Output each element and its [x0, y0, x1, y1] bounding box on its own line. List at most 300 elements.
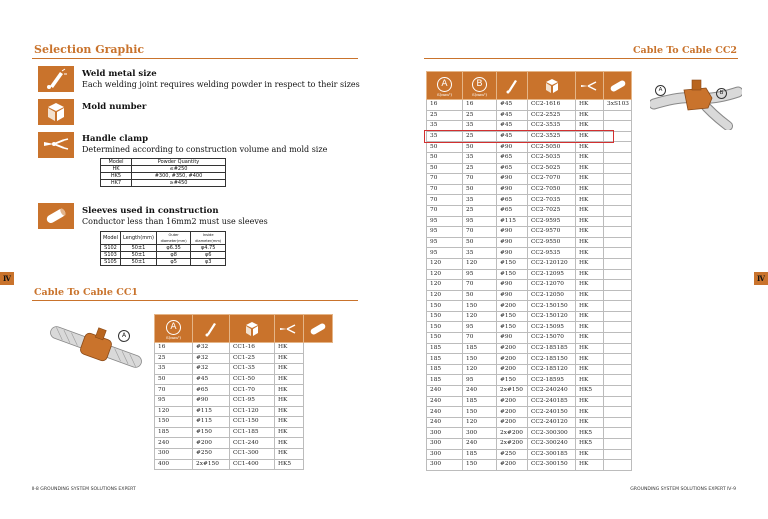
table-row	[427, 142, 632, 153]
clamp-table-cell: HK5	[101, 173, 132, 180]
table-cell	[604, 142, 632, 153]
table-cell: HK	[576, 449, 604, 460]
table-cell: 300	[155, 448, 193, 459]
table-cell: #115	[497, 216, 528, 227]
table-row	[427, 163, 632, 174]
table-cell	[604, 227, 632, 238]
sleeve-icon	[304, 315, 333, 343]
table-cell	[604, 237, 632, 248]
table-row	[155, 364, 333, 375]
table-cell: 70	[463, 227, 497, 238]
table-cell: HK	[576, 301, 604, 312]
table-cell: #65	[193, 385, 230, 396]
table-cell: 2x#150	[193, 459, 230, 470]
table-row	[427, 396, 632, 407]
table-cell	[604, 407, 632, 418]
table-cell: 95	[463, 269, 497, 280]
table-cell: 95	[463, 375, 497, 386]
table-cell: CC2-12095	[528, 269, 576, 280]
clamp-table-cell: ≤#250	[132, 166, 226, 173]
table-cell: 95	[427, 237, 463, 248]
table-cell: HK	[576, 364, 604, 375]
table-cell: HK5	[576, 439, 604, 450]
table-cell: HK	[576, 280, 604, 291]
table-cell: 120	[463, 258, 497, 269]
table-cell: CC2-240185	[528, 396, 576, 407]
table-cell: CC2-9535	[528, 248, 576, 259]
table-cell: #150	[497, 375, 528, 386]
sleeve-table-cell: φ4.75	[191, 245, 226, 252]
table-cell: CC2-300150	[528, 460, 576, 471]
table-cell: #200	[497, 354, 528, 365]
table-cell: CC2-5050	[528, 142, 576, 153]
table-row	[427, 439, 632, 450]
highlight-box	[424, 130, 614, 143]
table-row	[427, 248, 632, 259]
sleeve-table-cell: φ5	[156, 259, 190, 266]
table-row	[427, 460, 632, 471]
table-cell: 25	[463, 163, 497, 174]
weld-metal-size-heading: Weld metal size	[82, 69, 157, 79]
table-row	[155, 395, 333, 406]
sleeve-icon	[38, 203, 74, 229]
table-row	[427, 322, 632, 333]
table-row	[427, 110, 632, 121]
table-row	[155, 343, 333, 354]
table-cell: HK	[576, 195, 604, 206]
table-cell: 70	[155, 385, 193, 396]
clamp-table-cell: HK	[101, 166, 132, 173]
left-side-tab: Ⅳ	[0, 272, 14, 285]
table-cell: #150	[497, 311, 528, 322]
table-cell: HK	[576, 163, 604, 174]
sleeve-table-cell: 50±1	[121, 245, 157, 252]
table-cell: HK	[275, 427, 304, 438]
table-cell	[604, 439, 632, 450]
table-cell: HK	[576, 354, 604, 365]
cc2-col-a-unit: S(mm²)	[436, 91, 453, 97]
table-row	[427, 184, 632, 195]
table-cell: 50	[463, 142, 497, 153]
table-cell: HK	[275, 353, 304, 364]
table-row	[427, 237, 632, 248]
table-cell	[604, 375, 632, 386]
table-cell: 95	[463, 322, 497, 333]
table-cell: HK	[576, 417, 604, 428]
table-cell: CC2-3535	[528, 121, 576, 132]
table-cell: 2x#150	[497, 386, 528, 397]
cc2-callout-a: A	[655, 85, 666, 96]
table-cell: #32	[193, 353, 230, 364]
table-cell: HK	[576, 343, 604, 354]
table-row	[427, 216, 632, 227]
table-cell: HK	[275, 406, 304, 417]
table-cell: CC2-3525	[528, 131, 576, 142]
table-cell: #115	[193, 417, 230, 428]
table-cell: #200	[497, 364, 528, 375]
table-cell: #65	[497, 152, 528, 163]
table-cell	[604, 110, 632, 121]
table-cell: 50	[155, 374, 193, 385]
table-cell: HK	[576, 100, 604, 111]
table-cell: #45	[497, 100, 528, 111]
table-cell: #45	[193, 374, 230, 385]
table-cell: CC2-5025	[528, 163, 576, 174]
table-cell: 185	[463, 449, 497, 460]
table-cell: CC2-240240	[528, 386, 576, 397]
table-row	[427, 269, 632, 280]
clamp-table-header: Powder Quantity	[132, 159, 226, 166]
table-cell: 240	[463, 439, 497, 450]
table-row	[427, 407, 632, 418]
table-cell	[604, 216, 632, 227]
table-row	[155, 385, 333, 396]
table-cell: 150	[463, 407, 497, 418]
table-row	[155, 459, 333, 470]
table-cell: HK	[576, 205, 604, 216]
table-cell	[604, 364, 632, 375]
table-cell: CC2-120120	[528, 258, 576, 269]
table-row	[427, 195, 632, 206]
table-cell: #250	[193, 448, 230, 459]
table-cell: 2x#200	[497, 439, 528, 450]
table-cell: 70	[463, 174, 497, 185]
table-row	[427, 364, 632, 375]
sleeve-table-cell: S102	[101, 245, 121, 252]
table-cell	[604, 290, 632, 301]
table-cell: #150	[193, 427, 230, 438]
table-cell	[604, 460, 632, 471]
table-cell: CC1-70	[230, 385, 275, 396]
table-row	[427, 290, 632, 301]
table-cell: CC2-15070	[528, 333, 576, 344]
table-cell: CC2-7035	[528, 195, 576, 206]
table-cell	[604, 195, 632, 206]
table-row	[427, 205, 632, 216]
table-cell: HK	[576, 375, 604, 386]
sleeves-desc: Conductor less than 16mm2 must use sleeves	[82, 217, 268, 226]
table-cell	[604, 258, 632, 269]
table-cell: 240	[155, 438, 193, 449]
table-cell: CC2-150150	[528, 301, 576, 312]
table-row	[427, 280, 632, 291]
cc2-col-b-unit: S(mm²)	[471, 91, 488, 97]
table-cell: #200	[497, 343, 528, 354]
sleeve-table-cell: S103	[101, 252, 121, 259]
table-cell: 16	[427, 100, 463, 111]
table-cell: 70	[427, 184, 463, 195]
table-cell: #65	[497, 195, 528, 206]
clamp-table-header: Model	[101, 159, 132, 166]
table-row	[427, 449, 632, 460]
table-row	[427, 333, 632, 344]
table-cell: CC2-150120	[528, 311, 576, 322]
table-cell: CC2-300185	[528, 449, 576, 460]
sleeve-table-cell: 50±1	[121, 259, 157, 266]
table-row	[427, 152, 632, 163]
table-cell: #90	[497, 174, 528, 185]
table-cell: 185	[463, 396, 497, 407]
sleeve-table-cell: 50±1	[121, 252, 157, 259]
table-cell	[604, 386, 632, 397]
table-cell: CC1-120	[230, 406, 275, 417]
table-cell: 150	[463, 301, 497, 312]
sleeve-table-cell: φ6	[191, 252, 226, 259]
table-cell	[604, 354, 632, 365]
table-row	[427, 375, 632, 386]
table-cell: HK5	[275, 459, 304, 470]
table-cell: 185	[427, 364, 463, 375]
table-cell: HK	[576, 269, 604, 280]
table-cell: CC2-185185	[528, 343, 576, 354]
cc1-table-header	[155, 315, 333, 343]
right-side-tab: Ⅳ	[754, 272, 768, 285]
table-cell: 240	[427, 396, 463, 407]
cc2-callout-b: B	[716, 88, 727, 99]
table-cell: 150	[155, 417, 193, 428]
cc1-table	[154, 314, 333, 470]
table-cell: CC1-240	[230, 438, 275, 449]
table-cell: CC1-300	[230, 448, 275, 459]
table-cell: HK	[576, 333, 604, 344]
table-cell: #32	[193, 364, 230, 375]
sleeve-table	[100, 231, 226, 266]
sleeve-table-cell: S105	[101, 259, 121, 266]
table-cell: CC2-2525	[528, 110, 576, 121]
table-cell: 185	[427, 343, 463, 354]
table-row	[155, 438, 333, 449]
table-cell: 185	[427, 354, 463, 365]
table-cell: HK	[576, 237, 604, 248]
table-cell	[604, 311, 632, 322]
table-cell: 35	[463, 121, 497, 132]
table-cell: HK	[275, 417, 304, 428]
table-cell: 50	[427, 142, 463, 153]
table-cell: CC2-12050	[528, 290, 576, 301]
cc1-callout-a: A	[118, 330, 130, 342]
left-footer: Ⅱ-8 GROUNDING SYSTEM SOLUTIONS EXPERT	[32, 487, 136, 492]
table-cell: 50	[427, 152, 463, 163]
table-cell: 50	[463, 290, 497, 301]
table-cell	[604, 280, 632, 291]
table-cell: 2x#200	[497, 428, 528, 439]
table-cell: 300	[427, 449, 463, 460]
cc1-title: Cable To Cable CC1	[34, 287, 138, 298]
table-cell: 150	[427, 311, 463, 322]
table-cell	[604, 333, 632, 344]
table-cell	[604, 163, 632, 174]
table-cell: CC2-1616	[528, 100, 576, 111]
table-cell: 35	[463, 248, 497, 259]
table-cell: #90	[497, 280, 528, 291]
table-cell: #90	[497, 248, 528, 259]
cc2-connector-illustration	[650, 74, 742, 130]
table-cell: 35	[427, 121, 463, 132]
mold-icon	[230, 315, 275, 343]
table-cell: 240	[427, 386, 463, 397]
table-cell: #90	[497, 142, 528, 153]
table-cell	[604, 152, 632, 163]
table-cell: 185	[427, 375, 463, 386]
table-cell: 95	[155, 395, 193, 406]
table-cell: 16	[155, 343, 193, 354]
mold-icon	[38, 99, 74, 125]
clamp-table	[100, 158, 226, 187]
table-cell	[604, 343, 632, 354]
table-cell: #45	[497, 131, 528, 142]
table-cell: 120	[463, 417, 497, 428]
table-cell: HK	[275, 374, 304, 385]
table-cell: #90	[497, 333, 528, 344]
table-cell: #200	[497, 460, 528, 471]
table-cell: CC2-240150	[528, 407, 576, 418]
table-cell: #32	[193, 343, 230, 354]
cc2-title-rule	[424, 58, 738, 59]
cc2-title: Cable To Cable CC2	[633, 45, 737, 56]
selection-graphic-title: Selection Graphic	[34, 43, 145, 56]
table-cell: 240	[427, 417, 463, 428]
table-cell: #150	[497, 258, 528, 269]
table-cell: CC1-35	[230, 364, 275, 375]
table-cell: CC2-185150	[528, 354, 576, 365]
table-cell: 25	[155, 353, 193, 364]
table-cell: CC2-7025	[528, 205, 576, 216]
handle-clamp-icon	[275, 315, 304, 343]
table-cell: 25	[427, 110, 463, 121]
table-row	[155, 374, 333, 385]
table-cell: 95	[427, 216, 463, 227]
table-row	[155, 448, 333, 459]
table-cell: 240	[463, 386, 497, 397]
table-cell: #200	[497, 407, 528, 418]
table-cell: CC1-400	[230, 459, 275, 470]
table-cell: CC2-7050	[528, 184, 576, 195]
table-cell: 35	[463, 195, 497, 206]
table-cell: #90	[497, 227, 528, 238]
sleeve-icon	[604, 72, 632, 100]
table-cell: CC2-300300	[528, 428, 576, 439]
table-cell: 120	[155, 406, 193, 417]
cc1-connector-illustration	[44, 316, 148, 378]
table-cell: CC2-300240	[528, 439, 576, 450]
table-cell: CC2-9570	[528, 227, 576, 238]
table-cell: HK	[275, 343, 304, 354]
weld-metal-size-desc: Each welding joint requires welding powder in respect to their sizes	[82, 80, 360, 89]
table-cell: HK	[576, 121, 604, 132]
welding-powder-icon	[497, 72, 528, 100]
table-cell: 35	[427, 131, 463, 142]
right-footer: GROUNDING SYSTEM SOLUTIONS EXPERT Ⅳ-9	[630, 487, 736, 492]
table-cell: #65	[497, 163, 528, 174]
table-row	[427, 386, 632, 397]
table-cell: 70	[463, 333, 497, 344]
table-cell: HK	[576, 290, 604, 301]
table-cell: HK	[275, 438, 304, 449]
table-cell: #90	[497, 237, 528, 248]
table-row	[427, 258, 632, 269]
table-row	[427, 428, 632, 439]
table-cell: CC2-5035	[528, 152, 576, 163]
table-cell	[604, 428, 632, 439]
table-cell: #150	[497, 322, 528, 333]
table-cell: 120	[427, 269, 463, 280]
table-cell: 150	[463, 354, 497, 365]
table-cell: #65	[497, 205, 528, 216]
table-cell	[604, 174, 632, 185]
table-cell: #45	[497, 121, 528, 132]
cc2-col-a-label: A	[437, 77, 452, 92]
table-cell: CC1-25	[230, 353, 275, 364]
table-cell: 120	[463, 311, 497, 322]
table-cell: #200	[497, 417, 528, 428]
mold-icon	[528, 72, 576, 100]
table-cell: CC1-185	[230, 427, 275, 438]
table-cell: CC1-16	[230, 343, 275, 354]
cc2-table-header	[427, 72, 632, 100]
table-cell: CC1-95	[230, 395, 275, 406]
table-cell: 16	[463, 100, 497, 111]
table-cell: #90	[497, 290, 528, 301]
table-cell: 70	[463, 280, 497, 291]
table-row	[427, 354, 632, 365]
table-cell: 35	[155, 364, 193, 375]
table-cell: CC1-50	[230, 374, 275, 385]
table-cell: HK	[576, 110, 604, 121]
mold-number-heading: Mold number	[82, 102, 147, 112]
table-cell: CC2-15095	[528, 322, 576, 333]
cc2-col-b-label: B	[472, 77, 487, 92]
table-cell: #90	[497, 184, 528, 195]
table-row	[427, 417, 632, 428]
clamp-table-cell: #300, #350, #400	[132, 173, 226, 180]
table-cell: 70	[427, 195, 463, 206]
table-row	[155, 427, 333, 438]
cc1-title-rule	[32, 300, 358, 301]
table-cell: 120	[427, 258, 463, 269]
table-cell: #90	[193, 395, 230, 406]
table-row	[155, 353, 333, 364]
table-cell: 300	[427, 439, 463, 450]
welding-powder-icon	[193, 315, 230, 343]
table-cell: CC2-240120	[528, 417, 576, 428]
table-row	[155, 417, 333, 428]
table-row	[427, 311, 632, 322]
table-cell: #115	[193, 406, 230, 417]
table-cell: 120	[463, 364, 497, 375]
table-cell: 70	[427, 174, 463, 185]
table-cell	[604, 396, 632, 407]
table-cell: 35	[463, 152, 497, 163]
table-cell: CC2-9595	[528, 216, 576, 227]
table-cell: HK	[275, 385, 304, 396]
handle-clamp-icon	[38, 132, 74, 158]
table-cell: 120	[427, 280, 463, 291]
table-row	[427, 174, 632, 185]
table-cell: 120	[427, 290, 463, 301]
table-row	[155, 406, 333, 417]
table-cell: 25	[463, 205, 497, 216]
table-cell: CC2-7070	[528, 174, 576, 185]
table-cell: 3xS103	[604, 100, 632, 111]
table-cell: #250	[497, 449, 528, 460]
handle-clamp-heading: Handle clamp	[82, 134, 149, 144]
welding-powder-icon	[38, 66, 74, 92]
table-cell	[604, 184, 632, 195]
table-row	[427, 301, 632, 312]
table-cell	[604, 269, 632, 280]
table-cell: 50	[463, 237, 497, 248]
table-cell: HK	[576, 152, 604, 163]
